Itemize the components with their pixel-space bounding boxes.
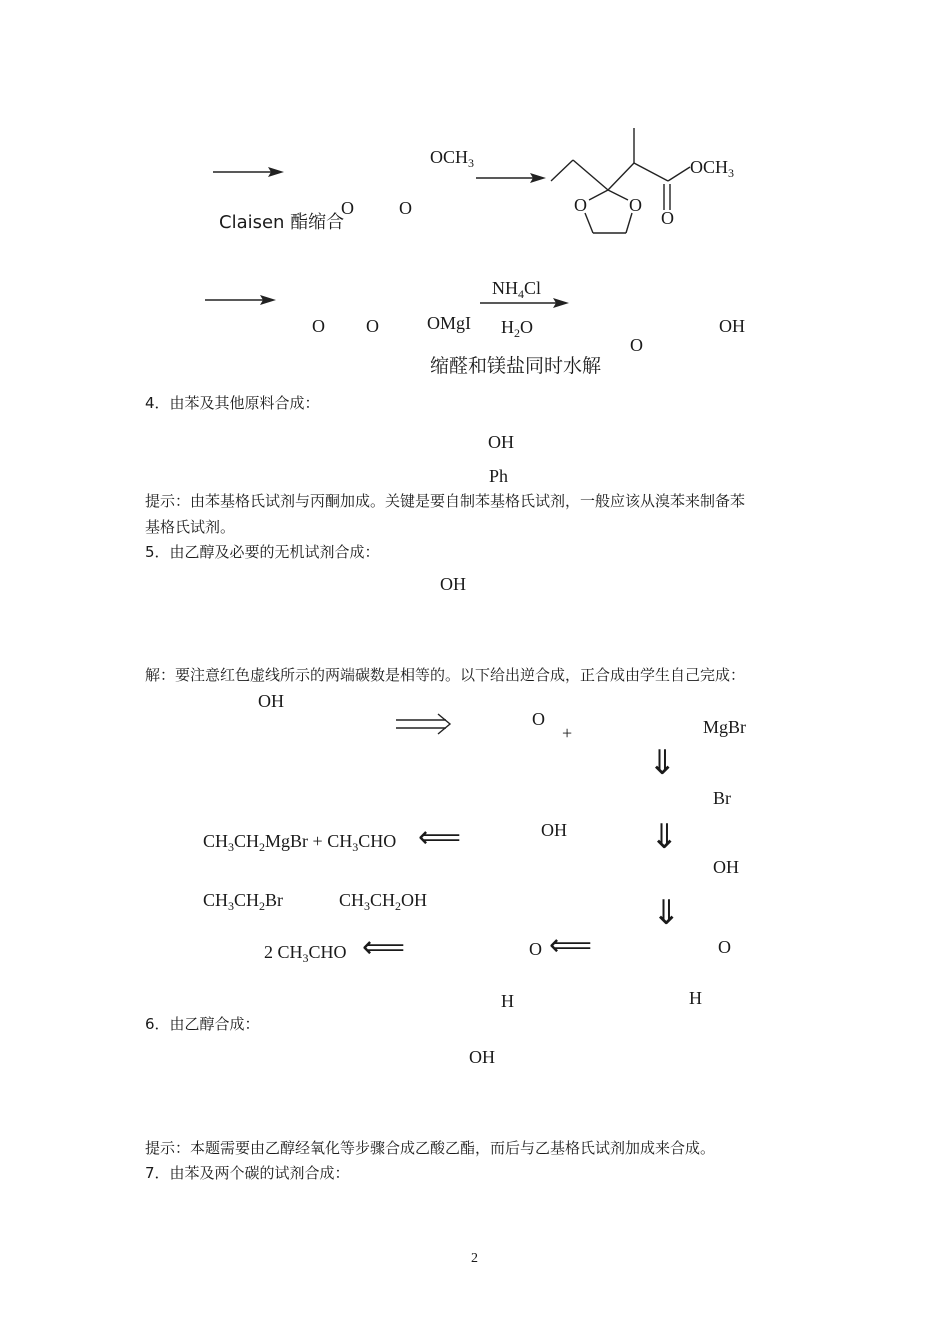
ring-o-left: O xyxy=(574,195,587,215)
oh-label: OH xyxy=(258,691,284,711)
reagent-h2o: $H_2O$ xyxy=(501,317,533,340)
mgbr-label: MgBr xyxy=(703,717,747,737)
left-arrow: ⟸ xyxy=(362,930,406,965)
claisen-label: Claisen 酯缩合 xyxy=(219,212,345,233)
page-number: 2 xyxy=(471,1251,478,1266)
ethanol: $CH_3CH_2OH$ xyxy=(339,890,428,913)
q5-solution-text: 解：要注意红色虚线所示的两端碳数是相等的。以下给出逆合成，正合成由学生自己完成： xyxy=(145,666,746,684)
och3-ester-label: $OCH_3$ xyxy=(690,157,735,180)
retrosynthesis-arrow xyxy=(396,714,450,734)
oh-label: OH xyxy=(440,574,466,594)
atom-o: O xyxy=(312,316,325,336)
oh-label: OH xyxy=(488,432,514,452)
question-6-title: 6．由乙醇合成： xyxy=(145,1015,260,1033)
down-arrow: ⇓ xyxy=(650,817,679,857)
och3-top-label: $OCH_3$ xyxy=(430,147,475,170)
atom-o: O xyxy=(366,316,379,336)
atom-o: O xyxy=(341,198,354,218)
question-5-title: 5．由乙醇及必要的无机试剂合成： xyxy=(145,543,380,561)
ester-carbonyl-o: O xyxy=(661,208,674,228)
oh-label: OH xyxy=(719,316,745,336)
q6-hint: 提示：本题需要由乙醇经氧化等步骤合成乙酸乙酯，而后与乙基格氏试剂加成来合成。 xyxy=(145,1139,716,1157)
left-arrow: ⟸ xyxy=(418,820,462,855)
atom-o: O xyxy=(532,709,545,729)
left-arrow: ⟸ xyxy=(549,928,593,963)
ethyl-bromide: $CH_3CH_2Br$ xyxy=(203,890,284,913)
atom-h: H xyxy=(501,991,514,1011)
down-arrow: ⇓ xyxy=(652,893,681,933)
scheme2-caption: 缩醛和镁盐同时水解 xyxy=(430,355,602,377)
atom-o: O xyxy=(399,198,412,218)
plus-sign: + xyxy=(562,723,573,743)
oh-label: OH xyxy=(713,857,739,877)
oh-label: OH xyxy=(469,1047,495,1067)
oh-label: OH xyxy=(541,820,567,840)
down-arrow: ⇓ xyxy=(648,743,677,783)
omgi-label: OMgI xyxy=(427,313,471,333)
question-7-title: 7．由苯及两个碳的试剂合成： xyxy=(145,1164,350,1182)
question-4-title: 4．由苯及其他原料合成： xyxy=(145,394,320,412)
grignard-equation: $CH_3CH_2MgBr + CH_3CHO$ xyxy=(203,831,397,854)
acetaldehyde-2x: 2 $CH_3CHO$ xyxy=(264,942,347,965)
q4-hint-line2: 基格氏试剂。 xyxy=(145,518,236,536)
atom-h: H xyxy=(689,988,702,1008)
br-label: Br xyxy=(713,788,731,808)
atom-o: O xyxy=(718,937,731,957)
ring-o-right: O xyxy=(629,195,642,215)
atom-o: O xyxy=(529,939,542,959)
atom-o: O xyxy=(630,335,643,355)
q4-hint-line1: 提示：由苯基格氏试剂与丙酮加成。关键是要自制苯基格氏试剂，一般应该从溴苯来制备苯 xyxy=(145,492,746,510)
reagent-nh4cl: $NH_4Cl$ xyxy=(492,278,542,301)
ph-label: Ph xyxy=(489,466,509,486)
